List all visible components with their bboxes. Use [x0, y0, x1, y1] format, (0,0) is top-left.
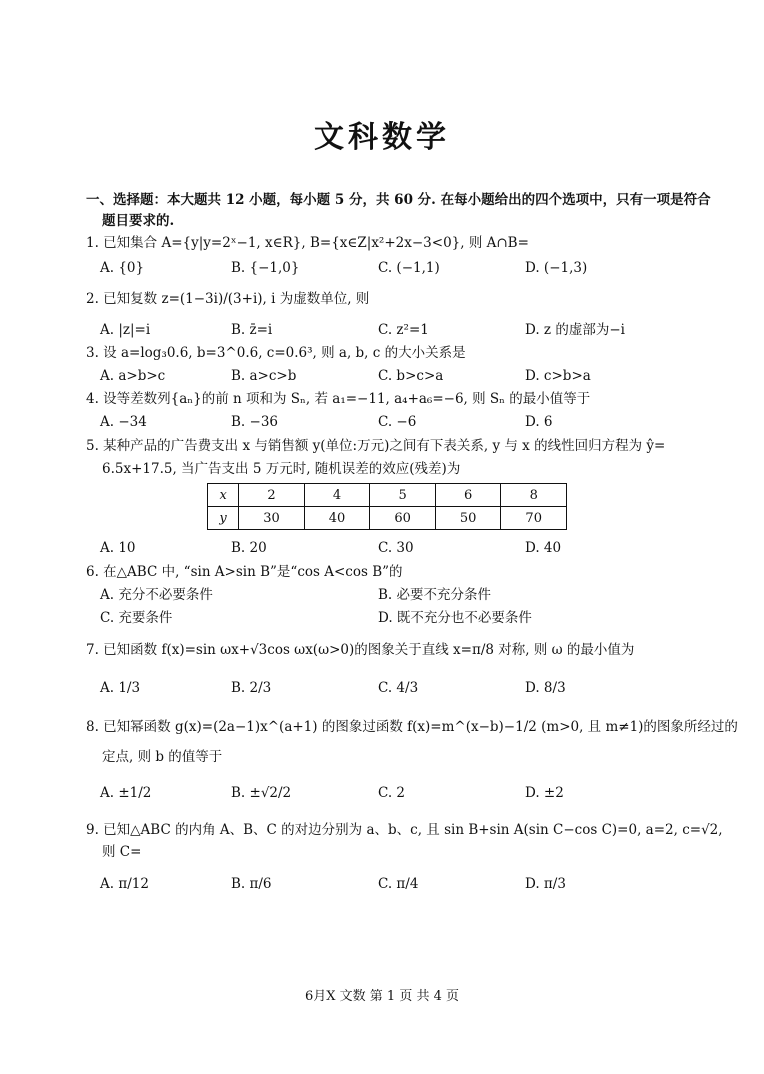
- question-6-option-c: C. 充要条件: [100, 610, 173, 626]
- question-1-option-c: C. (−1,1): [378, 260, 440, 276]
- page-title: 文科数学: [314, 120, 450, 155]
- table-cell: 40: [304, 507, 370, 530]
- question-3-option-b: B. a>c>b: [231, 368, 297, 384]
- table-header-y: y: [208, 507, 239, 530]
- question-4-stem: 4. 设等差数列{aₙ}的前 n 项和为 Sₙ, 若 a₁=−11, a₄+a₆=−6, 则 Sₙ 的最小值等于: [86, 391, 591, 407]
- page-footer: 6月X 文数 第 1 页 共 4 页: [305, 989, 459, 1004]
- question-5-option-d: D. 40: [525, 540, 562, 556]
- table-cell: 60: [370, 507, 436, 530]
- question-6-option-d: D. 既不充分也不必要条件: [378, 610, 532, 626]
- question-6-option-b: B. 必要不充分条件: [378, 587, 492, 603]
- question-1-stem: 1. 已知集合 A={y|y=2ˣ−1, x∈R}, B={x∈Z|x²+2x−3<0}, 则 A∩B=: [86, 235, 529, 251]
- question-2-stem: 2. 已知复数 z=(1−3i)/(3+i), i 为虚数单位, 则: [86, 291, 370, 307]
- table-header-x: x: [208, 484, 239, 507]
- question-2-option-d: D. z 的虚部为−i: [525, 322, 625, 338]
- question-9-option-d: D. π/3: [525, 876, 566, 892]
- question-9-stem: 9. 已知△ABC 的内角 A、B、C 的对边分别为 a、b、c, 且 sin B+sin A(sin C−cos C)=0, a=2, c=√2,: [86, 822, 723, 838]
- question-8-option-c: C. 2: [378, 785, 406, 801]
- question-3-option-a: A. a>b>c: [100, 368, 166, 384]
- question-5-stem-cont: 6.5x+17.5, 当广告支出 5 万元时, 随机误差的效应(残差)为: [102, 461, 461, 477]
- table-row: [208, 507, 567, 530]
- question-9-option-b: B. π/6: [231, 876, 272, 892]
- question-7-option-d: D. 8/3: [525, 680, 566, 696]
- question-1-option-b: B. {−1,0}: [231, 260, 300, 276]
- question-6-option-a: A. 充分不必要条件: [100, 587, 213, 603]
- question-8-option-a: A. ±1/2: [100, 785, 152, 801]
- question-7-stem: 7. 已知函数 f(x)=sin ωx+√3cos ωx(ω>0)的图象关于直线 x=π/8 对称, 则 ω 的最小值为: [86, 642, 635, 658]
- table-cell: 6: [435, 484, 501, 507]
- question-1-option-a: A. {0}: [100, 260, 145, 276]
- question-5-table: [207, 483, 567, 530]
- question-8-option-d: D. ±2: [525, 785, 564, 801]
- question-3-option-d: D. c>b>a: [525, 368, 591, 384]
- question-6-stem: 6. 在△ABC 中, “sin A>sin B”是“cos A<cos B”的: [86, 564, 403, 580]
- question-8-stem-cont: 定点, 则 b 的值等于: [102, 749, 223, 765]
- question-3-stem: 3. 设 a=log₃0.6, b=3^0.6, c=0.6³, 则 a, b, c 的大小关系是: [86, 345, 466, 361]
- question-7-option-c: C. 4/3: [378, 680, 419, 696]
- question-1-option-d: D. (−1,3): [525, 260, 588, 276]
- question-5-option-c: C. 30: [378, 540, 414, 556]
- question-3-option-c: C. b>c>a: [378, 368, 444, 384]
- question-9-option-a: A. π/12: [100, 876, 149, 892]
- question-9-stem-cont: 则 C=: [102, 844, 142, 860]
- table-cell: 50: [435, 507, 501, 530]
- question-7-option-b: B. 2/3: [231, 680, 272, 696]
- table-cell: 5: [370, 484, 436, 507]
- question-9-option-c: C. π/4: [378, 876, 419, 892]
- question-4-option-a: A. −34: [100, 414, 147, 430]
- question-7-option-a: A. 1/3: [100, 680, 141, 696]
- table-cell: 30: [239, 507, 305, 530]
- section-header-cont: 题目要求的.: [102, 213, 175, 229]
- question-5-stem: 5. 某种产品的广告费支出 x 与销售额 y(单位:万元)之间有下表关系, y 与 x 的线性回归方程为 ŷ=: [86, 438, 666, 454]
- question-2-option-c: C. z²=1: [378, 322, 429, 338]
- table-cell: 2: [239, 484, 305, 507]
- question-5-option-a: A. 10: [100, 540, 136, 556]
- section-header: 一、选择题：本大题共 12 小题，每小题 5 分，共 60 分. 在每小题给出的四个选项中，只有一项是符合: [86, 192, 711, 208]
- question-2-option-b: B. z̄=i: [231, 322, 273, 338]
- question-4-option-c: C. −6: [378, 414, 417, 430]
- question-4-option-b: B. −36: [231, 414, 278, 430]
- question-8-option-b: B. ±√2/2: [231, 785, 292, 801]
- question-8-stem: 8. 已知幂函数 g(x)=(2a−1)x^(a+1) 的图象过函数 f(x)=m^(x−b)−1/2 (m>0, 且 m≠1)的图象所经过的: [86, 719, 738, 735]
- question-4-option-d: D. 6: [525, 414, 553, 430]
- table-cell: 70: [501, 507, 567, 530]
- question-2-option-a: A. |z|=i: [100, 322, 151, 338]
- table-cell: 4: [304, 484, 370, 507]
- table-row: [208, 484, 567, 507]
- question-5-option-b: B. 20: [231, 540, 267, 556]
- table-cell: 8: [501, 484, 567, 507]
